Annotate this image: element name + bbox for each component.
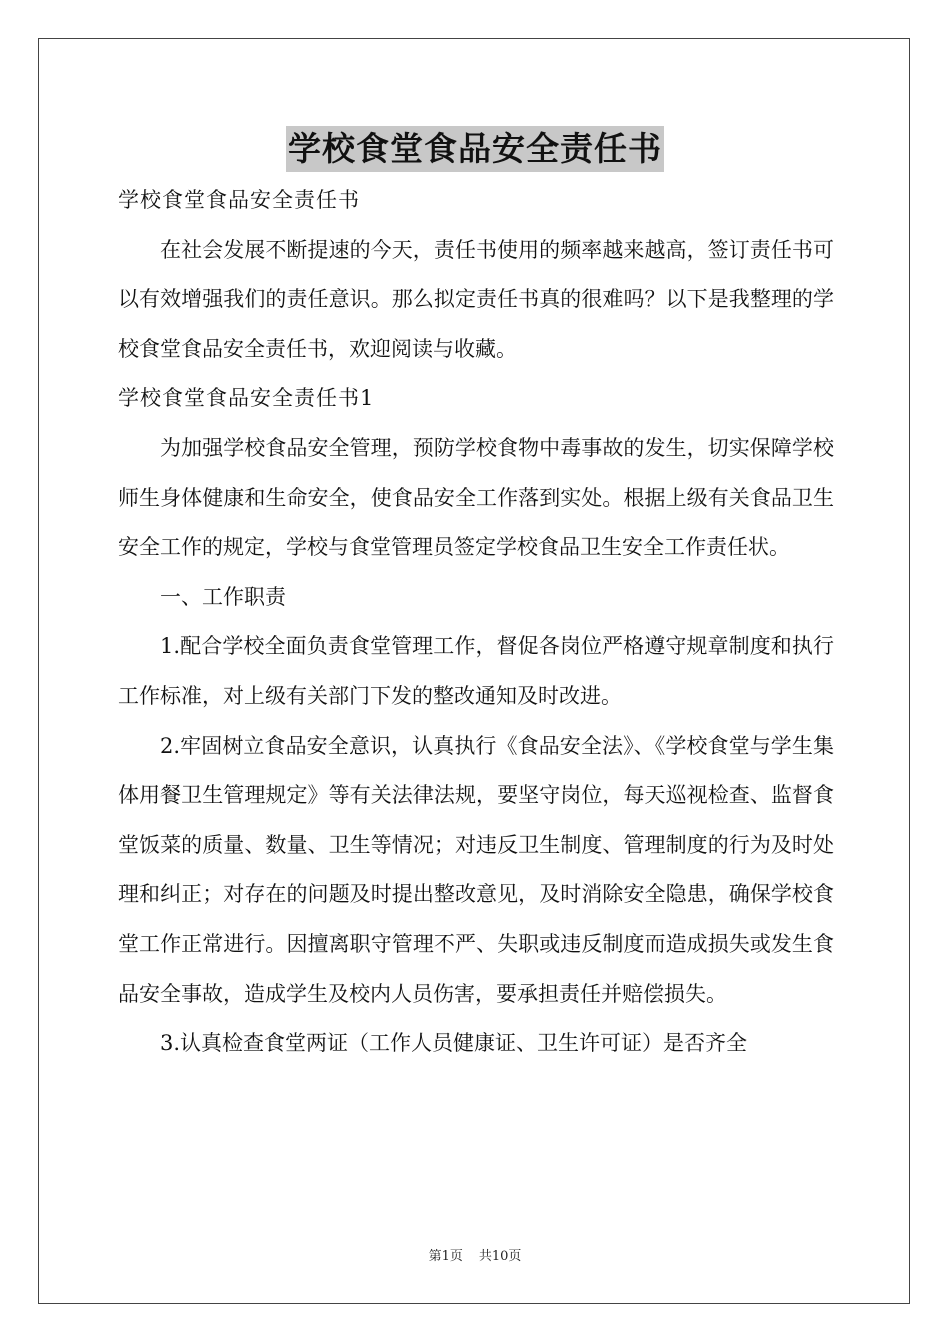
intro-paragraph: 在社会发展不断提速的今天，责任书使用的频率越来越高，签订责任书可以有效增强我们的责任意识。那么拟定责任书真的很难吗？以下是我整理的学校食堂食品安全责任书，欢迎阅读与收藏。 xyxy=(118,237,834,361)
document-body xyxy=(118,176,834,1069)
list-item-3: 3.认真检查食堂两证（工作人员健康证、卫生许可证）是否齐全 xyxy=(160,1031,748,1056)
list-item-2: 2.牢固树立食品安全意识，认真执行《食品安全法》、《学校食堂与学生集体用餐卫生管理规定》等有关法律法规，要坚守岗位，每天巡视检查、监督食堂饭菜的质量、数量、卫生等情况；对违反卫生制度、管理制度的行为及时处理和纠正；对存在的问题及时提出整改意见，及时消除安全隐患，确保学校食堂工作正常进行。因擅离职守管理不严、失职或违反制度而造成损失或发生食品安全事故，造成学生及校内人员伤害，要承担责任并赔偿损失。 xyxy=(118,733,834,1006)
document-title-wrapper xyxy=(0,126,950,172)
subsection-heading: 一、工作职责 xyxy=(160,584,286,609)
document-title: 学校食堂食品安全责任书 xyxy=(286,126,664,172)
list-item-1: 1.配合学校全面负责食堂管理工作，督促各岗位严格遵守规章制度和执行工作标准，对上级有关部门下发的整改通知及时改进。 xyxy=(118,634,834,708)
page-number: 第1页 xyxy=(428,1249,463,1264)
page-footer xyxy=(0,1248,950,1266)
body-paragraph: 为加强学校食品安全管理，预防学校食物中毒事故的发生，切实保障学校师生身体健康和生命安全，使食品安全工作落到实处。根据上级有关食品卫生安全工作的规定，学校与食堂管理员签定学校食品卫生安全工作责任状。 xyxy=(118,435,834,560)
section-heading-1: 学校食堂食品安全责任书1 xyxy=(118,386,375,411)
page-total: 共10页 xyxy=(478,1249,522,1264)
section-heading: 学校食堂食品安全责任书 xyxy=(118,188,360,212)
